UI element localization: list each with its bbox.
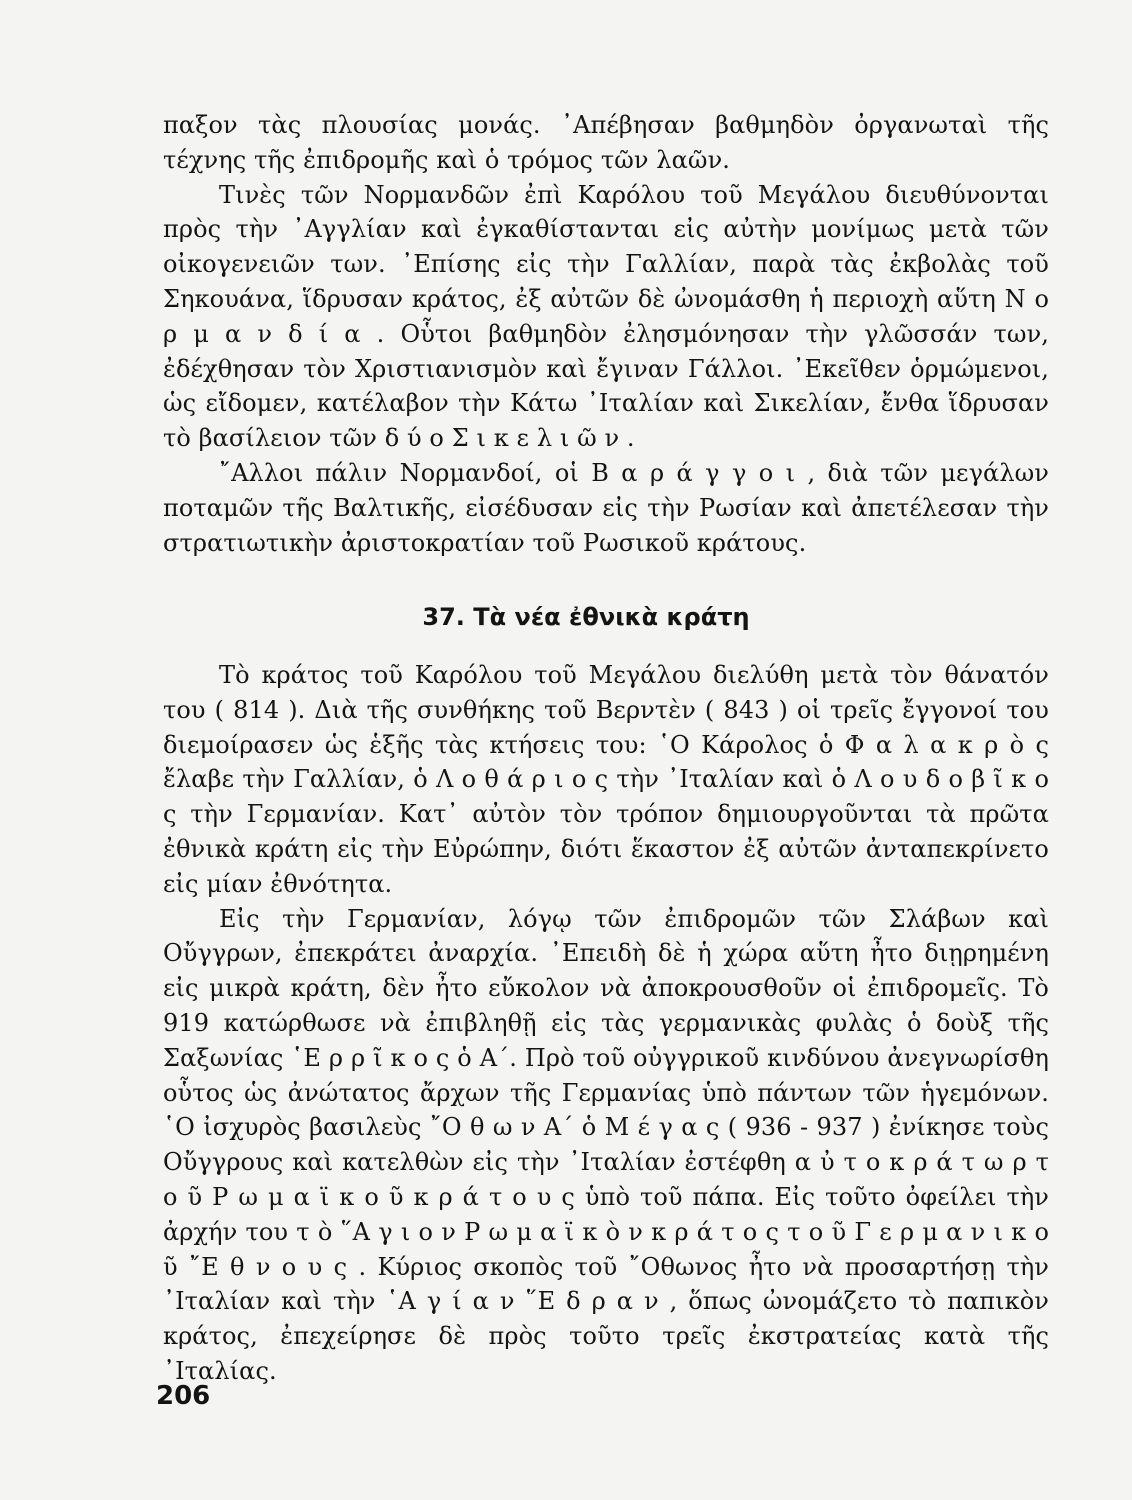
- section-heading: 37. Τὰ νέα ἐθνικὰ κράτη: [422, 603, 750, 631]
- paragraph-normans-england-france: Τινὲς τῶν Νορμανδῶν ἐπὶ Καρόλου τοῦ Μεγάλου διευθύνονται πρὸς τὴν ᾽Αγγλίαν καὶ ἐγκαθίστανται εἰς αὐτὴν μονίμως μετὰ τῶν οἰκογενειῶν των. ᾽Επίσης εἰς τὴν Γαλλίαν, παρὰ τὰς ἐκβολὰς τοῦ Σηκουάνα, ἵδρυσαν κράτος, ἐξ αὐτῶν δὲ ὠνομάσθη ἡ περιοχὴ αὕτη Ν ο ρ μ α ν δ ί α . Οὗτοι βαθμηδὸν ἐλησμόνησαν τὴν γλῶσσάν των, ἐδέχθησαν τὸν Χριστιανισμὸν καὶ ἔγιναν Γάλλοι. ᾽Εκεῖθεν ὁρμώμενοι, ὡς εἴδομεν, κατέλαβον τὴν Κάτω ᾽Ιταλίαν καὶ Σικελίαν, ἔνθα ἵδρυσαν τὸ βασίλειον τῶν δ ύ ο Σ ι κ ε λ ι ῶ ν .: [163, 180, 1049, 453]
- paragraph-treaty-verdun: Τὸ κράτος τοῦ Καρόλου τοῦ Μεγάλου διελύθη μετὰ τὸν θάνατόν του ( 814 ). Διὰ τῆς συνθήκης τοῦ Βερντὲν ( 843 ) οἱ τρεῖς ἔγγονοί του διεμοίρασεν ὡς ἑξῆς τὰς κτήσεις του: ῾Ο Κάρολος ὁ Φ α λ α κ ρ ὸ ς ἔλαβε τὴν Γαλλίαν, ὁ Λ ο θ ά ρ ι ο ς τὴν ᾽Ιταλίαν καὶ ὁ Λ ο υ δ ο β ῖ κ ο ς τὴν Γερμανίαν. Κατ᾽ αὐτὸν τὸν τρόπον δημιουργοῦνται τὰ πρῶτα ἐθνικὰ κράτη εἰς τὴν Εὐρώπην, διότι ἕκαστον ἐξ αὐτῶν ἀνταπεκρίνετο εἰς μίαν ἐθνότητα.: [163, 661, 1049, 898]
- paragraph-continuation: παξον τὰς πλουσίας μονάς. ᾽Απέβησαν βαθμηδὸν ὀργανωταὶ τῆς τέχνης τῆς ἐπιδρομῆς καὶ ὁ τρόμος τῶν λαῶν.: [163, 111, 1049, 174]
- page-number: 206: [156, 1381, 211, 1411]
- paragraph-germany: Εἰς τὴν Γερμανίαν, λόγῳ τῶν ἐπιδρομῶν τῶν Σλάβων καὶ Οὔγγρων, ἐπεκράτει ἀναρχία. ᾽Επειδὴ δὲ ἡ χώρα αὕτη ἦτο διῃρημένη εἰς μικρὰ κράτη, δὲν ἦτο εὔκολον νὰ ἀποκρουσθοῦν οἱ ἐπιδρομεῖς. Τὸ 919 κατώρθωσε νὰ ἐπιβληθῇ εἰς τὰς γερμανικὰς φυλὰς ὁ δοὺξ τῆς Σαξωνίας ῾Ε ρ ρ ῖ κ ο ς ὁ Α΄. Πρὸ τοῦ οὐγγρικοῦ κινδύνου ἀνεγνωρίσθη οὗτος ὡς ἀνώτατος ἄρχων τῆς Γερμανίας ὑπὸ πάντων τῶν ἡγεμόνων. ῾Ο ἰσχυρὸς βασιλεὺς ῎Ο θ ω ν Α΄ ὁ Μ έ γ α ς ( 936 - 937 ) ἐνίκησε τοὺς Οὔγγρους καὶ κατελθὼν εἰς τὴν ᾽Ιταλίαν ἐστέφθη α ὐ τ ο κ ρ ά τ ω ρ τ ο ῦ Ρ ω μ α ϊ κ ο ῦ κ ρ ά τ ο υ ς ὑπὸ τοῦ πάπα. Εἰς τοῦτο ὀφείλει τὴν ἀρχήν του τ ὸ ῞Α γ ι ο ν Ρ ω μ α ϊ κ ὸ ν κ ρ ά τ ο ς τ ο ῦ Γ ε ρ μ α ν ι κ ο ῦ ῎Ε θ ν ο υ ς . Κύριος σκοπὸς τοῦ ῎Οθωνος ἦτο νὰ προσαρτήσῃ τὴν ᾽Ιταλίαν καὶ τὴν ῾Α γ ί α ν ῞Ε δ ρ α ν , ὅπως ὠνομάζετο τὸ παπικὸν κράτος, ἐπεχείρησε δὲ πρὸς τοῦτο τρεῖς ἐκστρατείας κατὰ τῆς ᾽Ιταλίας.: [163, 904, 1049, 1385]
- section-normans-text: [163, 108, 1049, 560]
- section-national-states-text: [163, 658, 1049, 1389]
- paragraph-varangians: ῎Αλλοι πάλιν Νορμανδοί, οἱ Β α ρ ά γ γ ο ι , διὰ τῶν μεγάλων ποταμῶν τῆς Βαλτικῆς, εἰσέδυσαν εἰς τὴν Ρωσίαν καὶ ἀπετέλεσαν τὴν στρατιωτικὴν ἀριστοκρατίαν τοῦ Ρωσικοῦ κράτους.: [163, 458, 1049, 557]
